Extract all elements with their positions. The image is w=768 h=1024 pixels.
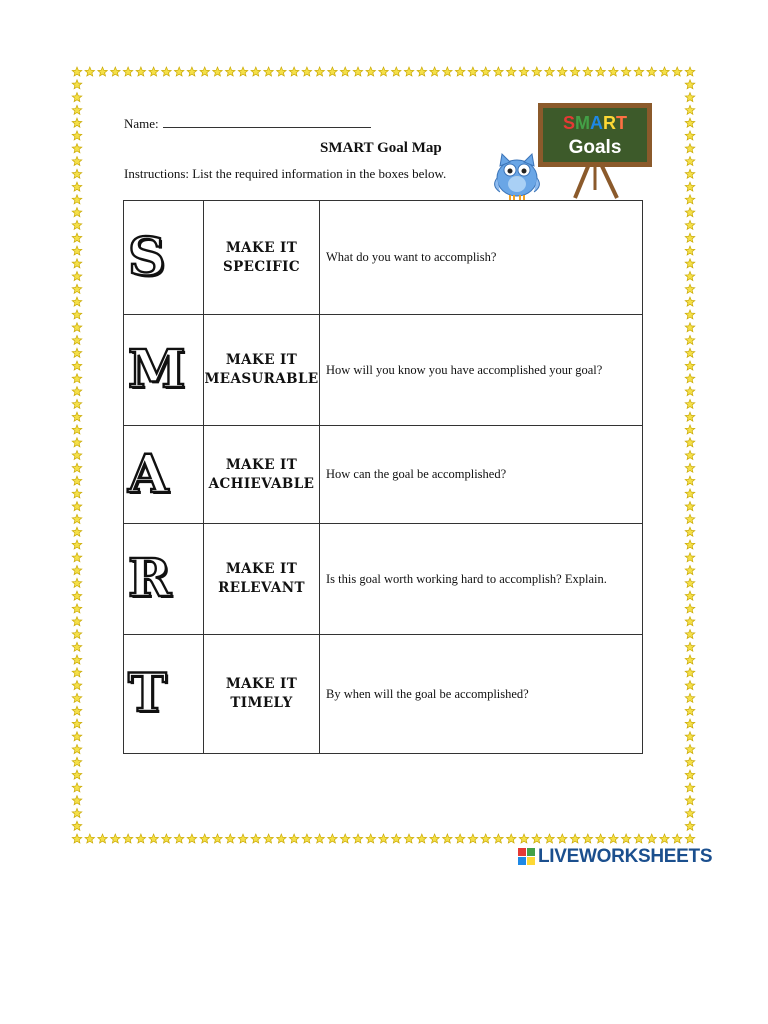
border-star: [353, 834, 363, 843]
liveworksheets-logo-text: LIVEWORKSHEETS: [538, 846, 713, 867]
label-cell: [204, 426, 320, 524]
border-star: [315, 834, 325, 843]
border-star: [328, 834, 338, 843]
border-star: [455, 834, 465, 843]
border-star: [685, 617, 695, 626]
label-cell: [204, 635, 320, 754]
border-star: [200, 67, 210, 76]
border-star: [72, 502, 82, 511]
border-star: [72, 361, 82, 370]
label-line: MAKE IT: [225, 676, 298, 692]
border-star: [660, 67, 670, 76]
border-star: [507, 67, 517, 76]
letter-cell: [124, 201, 204, 315]
border-star: [315, 67, 325, 76]
border-star: [72, 105, 82, 114]
border-star: [72, 335, 82, 344]
border-star: [379, 67, 389, 76]
border-star: [72, 93, 82, 102]
label-cell: [204, 201, 320, 315]
border-star: [72, 118, 82, 127]
border-star: [111, 67, 121, 76]
label-line: MAKE IT: [225, 456, 298, 473]
border-star: [481, 67, 491, 76]
letter-s: S: [128, 226, 166, 288]
border-star: [72, 169, 82, 178]
page-title: SMART Goal Map: [320, 140, 442, 156]
border-star: [328, 67, 338, 76]
border-star: [685, 259, 695, 268]
border-star: [72, 259, 82, 268]
border-star: [289, 67, 299, 76]
instructions-text: Instructions: List the required information in the boxes below.: [124, 166, 447, 181]
border-star: [685, 630, 695, 639]
border-star: [174, 834, 184, 843]
border-star: [430, 67, 440, 76]
border-star: [213, 67, 223, 76]
letter-cell: [124, 635, 204, 754]
border-star: [72, 233, 82, 242]
border-star: [366, 834, 376, 843]
table-row-timely: [124, 635, 643, 754]
border-star: [685, 514, 695, 523]
border-star: [72, 425, 82, 434]
border-star: [251, 834, 261, 843]
border-star: [136, 67, 146, 76]
border-star: [72, 323, 82, 332]
border-star: [72, 617, 82, 626]
border-star: [85, 67, 95, 76]
border-star: [685, 169, 695, 178]
border-star: [685, 272, 695, 281]
label-line: TIMELY: [230, 695, 293, 711]
border-star: [162, 67, 172, 76]
border-star: [226, 67, 236, 76]
border-star: [685, 208, 695, 217]
border-star: [570, 67, 580, 76]
label-line: SPECIFIC: [222, 258, 301, 275]
border-star: [72, 284, 82, 293]
border-star: [174, 67, 184, 76]
border-star: [685, 502, 695, 511]
border-star: [443, 834, 453, 843]
border-star: [72, 374, 82, 383]
border-star: [72, 514, 82, 523]
border-star: [583, 834, 593, 843]
border-star: [340, 67, 350, 76]
border-star: [685, 323, 695, 332]
table-row-specific: [124, 201, 643, 315]
border-star: [596, 834, 606, 843]
smart-goal-table: [123, 200, 643, 754]
border-star: [494, 834, 504, 843]
name-label: Name:: [124, 116, 159, 131]
border-star: [647, 67, 657, 76]
chalkboard-goals-word: Goals: [568, 137, 622, 158]
border-star: [685, 157, 695, 166]
border-star: [289, 834, 299, 843]
border-star: [264, 67, 274, 76]
border-star: [685, 105, 695, 114]
border-star: [72, 438, 82, 447]
border-star: [660, 834, 670, 843]
border-star: [430, 834, 440, 843]
border-star: [685, 67, 695, 76]
border-star: [685, 412, 695, 421]
border-star: [98, 834, 108, 843]
border-star: [685, 182, 695, 191]
border-star: [417, 834, 427, 843]
border-star: [123, 67, 133, 76]
border-star: [634, 834, 644, 843]
border-star: [685, 642, 695, 651]
border-star: [123, 834, 133, 843]
border-star: [468, 67, 478, 76]
border-star: [302, 834, 312, 843]
border-star: [609, 834, 619, 843]
border-star: [673, 834, 683, 843]
border-star: [72, 540, 82, 549]
border-star: [392, 834, 402, 843]
table-row-relevant: [124, 524, 643, 635]
border-star: [685, 757, 695, 766]
border-star: [685, 783, 695, 792]
label-line: MAKE IT: [225, 239, 298, 256]
border-star: [72, 182, 82, 191]
answer-box-achievable[interactable]: [320, 426, 643, 524]
border-star: [596, 67, 606, 76]
border-star: [417, 67, 427, 76]
answer-box-relevant[interactable]: [320, 524, 643, 635]
label-line: MAKE IT: [225, 561, 298, 577]
label-line: RELEVANT: [218, 580, 305, 596]
border-star: [519, 67, 529, 76]
border-star: [379, 834, 389, 843]
border-star: [302, 67, 312, 76]
label-cell: [204, 315, 320, 426]
border-star: [685, 310, 695, 319]
border-star: [187, 834, 197, 843]
border-star: [685, 118, 695, 127]
border-star: [72, 208, 82, 217]
letter-m: M: [128, 339, 186, 400]
border-star: [494, 67, 504, 76]
border-star: [685, 796, 695, 805]
border-star: [72, 655, 82, 664]
border-star: [685, 719, 695, 728]
border-star: [72, 821, 82, 830]
border-star: [404, 67, 414, 76]
border-star: [149, 67, 159, 76]
border-star: [558, 834, 568, 843]
border-star: [532, 834, 542, 843]
border-star: [72, 80, 82, 89]
border-star: [72, 732, 82, 741]
border-star: [685, 668, 695, 677]
border-star: [72, 157, 82, 166]
border-star: [685, 821, 695, 830]
border-star: [583, 67, 593, 76]
border-star: [685, 220, 695, 229]
border-star: [136, 834, 146, 843]
border-star: [72, 604, 82, 613]
border-star: [72, 246, 82, 255]
border-star: [72, 770, 82, 779]
border-star: [72, 387, 82, 396]
border-star: [621, 67, 631, 76]
border-star: [187, 67, 197, 76]
border-star: [200, 834, 210, 843]
border-star: [685, 348, 695, 357]
border-star: [685, 80, 695, 89]
border-star: [685, 451, 695, 460]
border-star: [685, 527, 695, 536]
label-line: MEASURABLE: [204, 371, 319, 387]
table-row-achievable: [124, 426, 643, 524]
border-star: [634, 67, 644, 76]
border-star: [685, 361, 695, 370]
border-star: [609, 67, 619, 76]
border-star: [149, 834, 159, 843]
border-star: [468, 834, 478, 843]
border-star: [72, 348, 82, 357]
border-star: [72, 719, 82, 728]
border-star: [685, 246, 695, 255]
border-star: [481, 834, 491, 843]
liveworksheets-icon: [518, 848, 536, 866]
border-star: [72, 67, 82, 76]
border-star: [340, 834, 350, 843]
liveworksheets-logo[interactable]: [518, 846, 712, 868]
border-star: [72, 693, 82, 702]
answer-box-timely[interactable]: [320, 635, 643, 754]
border-star: [72, 757, 82, 766]
border-star: [72, 412, 82, 421]
border-star: [685, 681, 695, 690]
border-star: [558, 67, 568, 76]
border-star: [685, 770, 695, 779]
border-star: [621, 834, 631, 843]
border-star: [72, 668, 82, 677]
border-star: [238, 67, 248, 76]
border-star: [72, 272, 82, 281]
border-star: [264, 834, 274, 843]
border-star: [685, 540, 695, 549]
border-star: [570, 834, 580, 843]
border-star: [685, 425, 695, 434]
border-star: [647, 834, 657, 843]
smart-goals-chalkboard-image: [537, 102, 653, 200]
border-star: [72, 451, 82, 460]
border-star: [685, 591, 695, 600]
border-star: [685, 578, 695, 587]
border-star: [277, 67, 287, 76]
border-star: [72, 783, 82, 792]
border-star: [507, 834, 517, 843]
border-star: [72, 476, 82, 485]
border-star: [72, 706, 82, 715]
answer-box-measurable[interactable]: [320, 315, 643, 426]
prompt-text: What do you want to accomplish?: [326, 250, 497, 264]
border-star: [226, 834, 236, 843]
border-star: [72, 796, 82, 805]
letter-a: A: [128, 443, 169, 505]
border-star: [72, 630, 82, 639]
prompt-text: How can the goal be accomplished?: [326, 467, 507, 481]
border-star: [251, 67, 261, 76]
border-star: [277, 834, 287, 843]
border-star: [98, 67, 108, 76]
name-blank-line[interactable]: [163, 116, 371, 128]
border-star: [685, 387, 695, 396]
border-star: [353, 67, 363, 76]
border-star: [685, 374, 695, 383]
border-star: [685, 131, 695, 140]
border-star: [685, 335, 695, 344]
table-row-measurable: [124, 315, 643, 426]
border-star: [685, 489, 695, 498]
border-star: [532, 67, 542, 76]
label-cell: [204, 524, 320, 635]
border-star: [545, 834, 555, 843]
border-star: [685, 693, 695, 702]
chalkboard-smart-word: SMART: [562, 113, 628, 133]
border-star: [404, 834, 414, 843]
border-star: [685, 553, 695, 562]
border-star: [72, 578, 82, 587]
border-star: [685, 297, 695, 306]
border-star: [72, 553, 82, 562]
border-star: [366, 67, 376, 76]
border-star: [72, 399, 82, 408]
border-star: [72, 131, 82, 140]
border-star: [685, 438, 695, 447]
label-line: MAKE IT: [225, 352, 298, 368]
border-star: [685, 463, 695, 472]
border-star: [72, 463, 82, 472]
prompt-text: Is this goal worth working hard to accomplish? Explain.: [326, 571, 607, 586]
border-star: [72, 642, 82, 651]
border-star: [111, 834, 121, 843]
answer-box-specific[interactable]: [320, 201, 643, 315]
border-star: [213, 834, 223, 843]
border-star: [72, 591, 82, 600]
border-star: [685, 808, 695, 817]
letter-t: T: [128, 663, 167, 724]
border-star: [238, 834, 248, 843]
border-star: [685, 195, 695, 204]
border-star: [455, 67, 465, 76]
border-star: [72, 681, 82, 690]
border-star: [519, 834, 529, 843]
border-star: [685, 732, 695, 741]
letter-r: R: [128, 548, 172, 609]
border-star: [685, 399, 695, 408]
letter-cell: [124, 315, 204, 426]
border-star: [685, 834, 695, 843]
border-star: [685, 655, 695, 664]
border-star: [72, 220, 82, 229]
border-star: [72, 489, 82, 498]
prompt-text: By when will the goal be accomplished?: [326, 686, 529, 701]
border-star: [673, 67, 683, 76]
border-star: [72, 310, 82, 319]
border-star: [72, 297, 82, 306]
letter-cell: [124, 426, 204, 524]
border-star: [685, 93, 695, 102]
border-star: [72, 808, 82, 817]
border-star: [685, 144, 695, 153]
border-star: [162, 834, 172, 843]
border-star: [72, 144, 82, 153]
border-star: [685, 706, 695, 715]
border-star: [85, 834, 95, 843]
label-line: ACHIEVABLE: [208, 475, 315, 492]
border-star: [72, 834, 82, 843]
border-star: [685, 233, 695, 242]
border-star: [72, 745, 82, 754]
border-star: [685, 284, 695, 293]
border-star: [685, 566, 695, 575]
border-star: [545, 67, 555, 76]
border-star: [392, 67, 402, 76]
name-field[interactable]: [124, 116, 371, 132]
border-star: [685, 476, 695, 485]
border-star: [685, 604, 695, 613]
border-star: [72, 566, 82, 575]
prompt-text: How will you know you have accomplished your goal?: [326, 362, 603, 377]
border-star: [685, 745, 695, 754]
border-star: [72, 527, 82, 536]
border-star: [72, 195, 82, 204]
border-star: [443, 67, 453, 76]
letter-cell: [124, 524, 204, 635]
